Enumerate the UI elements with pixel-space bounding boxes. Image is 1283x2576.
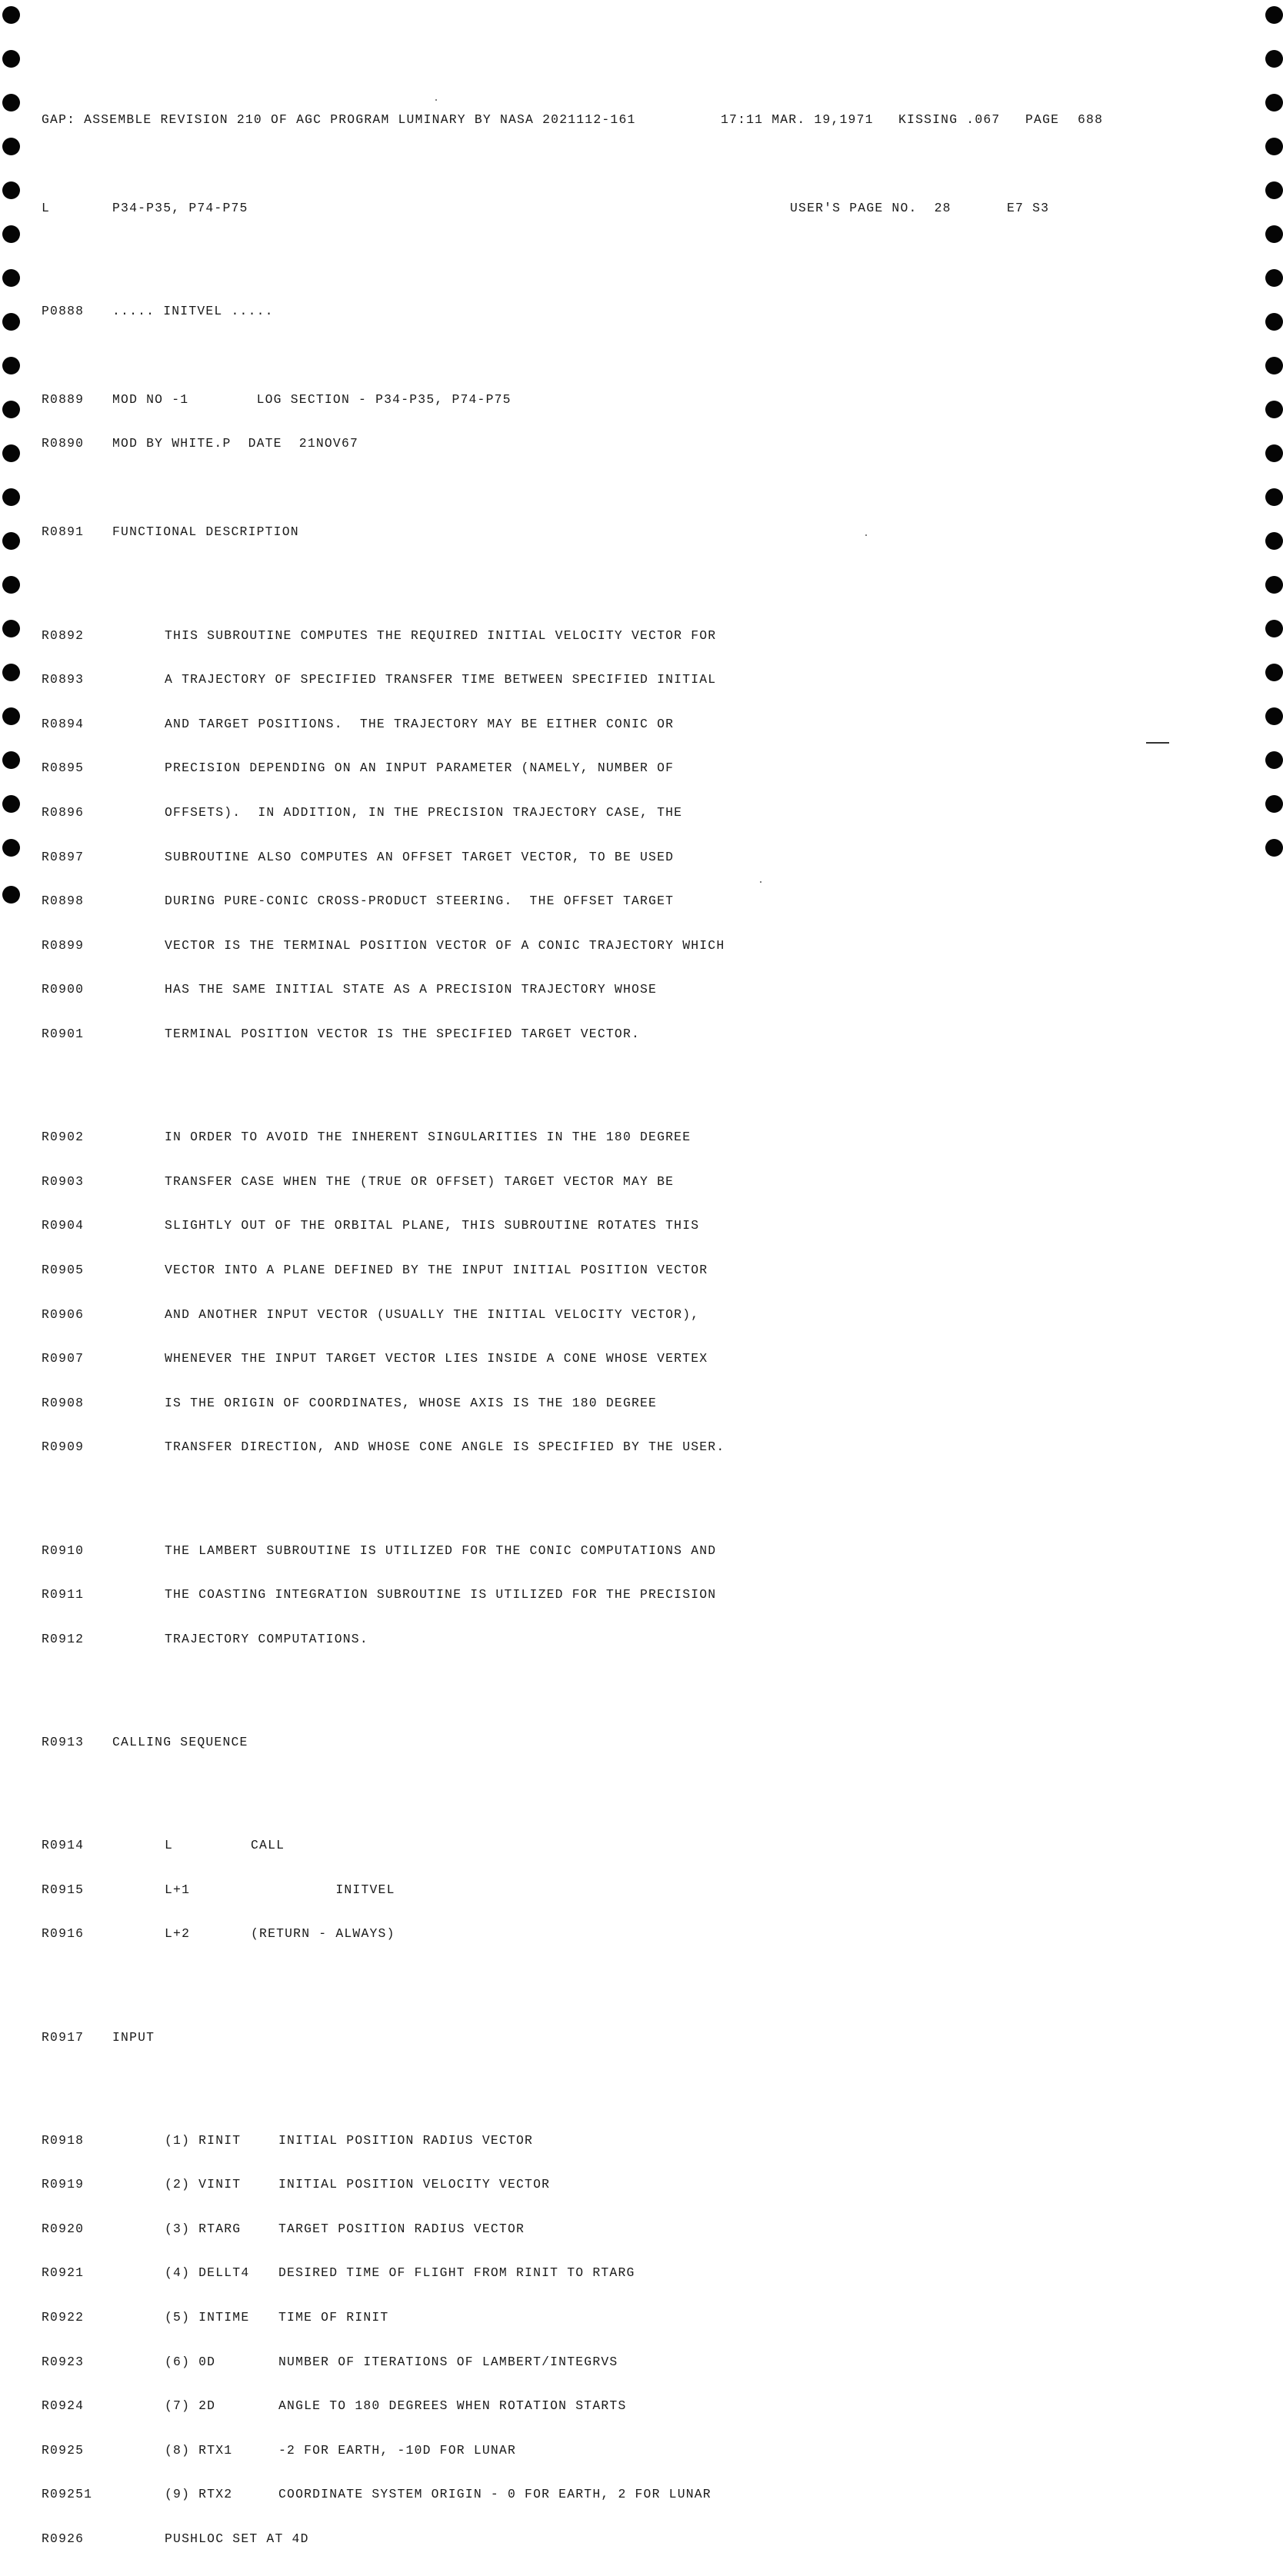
line-text: OFFSETS). IN ADDITION, IN THE PRECISION TRAJECTORY CASE, THE [165,804,683,820]
line-text: MOD BY WHITE.P DATE 21NOV67 [112,436,359,451]
line-number: R0926 [42,2531,85,2547]
line-number: R0902 [42,1130,85,1145]
input-name: (2) VINIT [165,2177,242,2192]
input-description: ANGLE TO 180 DEGREES WHEN ROTATION STARTS [278,2398,627,2414]
line-text: THIS SUBROUTINE COMPUTES THE REQUIRED INITIAL VELOCITY VECTOR FOR [165,627,717,643]
line-number: R0890 [42,436,85,451]
listing-line [42,805,1241,820]
listing-line [42,1439,1241,1454]
sprocket-hole [2,94,20,111]
sprocket-hole [2,620,20,637]
section-heading: INPUT [112,2029,155,2045]
line-number: R0909 [42,1439,85,1455]
listing-line [42,1396,1241,1410]
listing-line [42,2222,1241,2236]
listing-line [42,2133,1241,2148]
line-number: R0920 [42,2221,85,2236]
listing-line [42,2487,1241,2501]
listing-line [42,2443,1241,2458]
line-number: R0924 [42,2398,85,2414]
line-text: PUSHLOC SET AT 4D [165,2531,309,2547]
listing-line [42,1838,1241,1852]
listing-line [42,717,1241,731]
line-text: TERMINAL POSITION VECTOR IS THE SPECIFIED TARGET VECTOR. [165,1026,641,1041]
listing-line [42,304,1241,318]
line-number: R0900 [42,982,85,997]
sprocket-hole [2,313,20,331]
line-text: SUBROUTINE ALSO COMPUTES AN OFFSET TARGET VECTOR, TO BE USED [165,849,675,864]
sprocket-hole [1265,50,1283,68]
line-text: IN ORDER TO AVOID THE INHERENT SINGULARITIES IN THE 180 DEGREE [165,1130,691,1145]
listing-line [42,1351,1241,1366]
sprocket-hole [2,357,20,374]
sprocket-hole [1265,839,1283,857]
line-number: R0898 [42,894,85,909]
call-location: L+2 [165,1926,191,1942]
line-number: R0917 [42,2029,85,2045]
sprocket-hole [1265,620,1283,637]
line-number: R0913 [42,1734,85,1749]
line-number: R0906 [42,1306,85,1322]
edition-code: E7 S3 [1007,200,1050,215]
sprocket-hole [1265,181,1283,199]
line-number: R0925 [42,2442,85,2458]
call-instruction: (RETURN - ALWAYS) [251,1926,395,1942]
line-number: R0905 [42,1262,85,1277]
line-number: R0914 [42,1838,85,1853]
print-datetime: 17:11 MAR. 19,1971 [721,111,874,127]
section-title: P34-P35, P74-P75 [112,200,248,215]
line-text: ..... INITVEL ..... [112,303,274,318]
sprocket-hole [1265,707,1283,725]
sprocket-hole [2,269,20,287]
sprocket-hole [2,751,20,769]
input-description: INITIAL POSITION VELOCITY VECTOR [278,2177,551,2192]
sprocket-hole [1265,225,1283,243]
left-sprocket-holes [0,0,23,925]
listing-line [42,1263,1241,1277]
sprocket-hole [1265,751,1283,769]
line-number: R0895 [42,760,85,776]
sub-header [42,201,1241,215]
sprocket-hole [2,532,20,550]
sprocket-hole [1265,532,1283,550]
line-text: PRECISION DEPENDING ON AN INPUT PARAMETER (NAMELY, NUMBER OF [165,760,675,776]
line-text: IS THE ORIGIN OF COORDINATES, WHOSE AXIS IS THE 180 DEGREE [165,1395,658,1410]
listing-line [42,628,1241,643]
line-text: VECTOR IS THE TERMINAL POSITION VECTOR OF A CONIC TRAJECTORY WHICH [165,937,725,953]
sprocket-hole [2,401,20,418]
sprocket-hole [2,488,20,506]
users-page-number: USER'S PAGE NO. 28 [790,200,951,215]
listing-line [42,2265,1241,2280]
line-text: MOD NO -1 LOG SECTION - P34-P35, P74-P75 [112,391,512,407]
sprocket-hole [2,664,20,681]
listing-line [42,2398,1241,2413]
listing-line [42,2030,1241,2045]
call-instruction: CALL [251,1838,285,1853]
input-description: DESIRED TIME OF FLIGHT FROM RINIT TO RTARG [278,2265,635,2281]
sprocket-hole [1265,401,1283,418]
call-location: L+1 [165,1882,191,1897]
listing-line [42,2177,1241,2192]
input-name: (4) DELLT4 [165,2265,250,2281]
listing-line [42,1218,1241,1233]
listing-line [42,982,1241,997]
line-number: R0916 [42,1926,85,1942]
listing-line [42,894,1241,908]
sprocket-hole [1265,357,1283,374]
sprocket-hole [2,839,20,857]
line-number: R0904 [42,1218,85,1233]
sprocket-hole [1265,795,1283,813]
sprocket-hole [1265,313,1283,331]
line-text: DURING PURE-CONIC CROSS-PRODUCT STEERING. THE OFFSET TARGET [165,894,675,909]
line-number: R0889 [42,391,85,407]
sprocket-hole [1265,444,1283,462]
input-description: -2 FOR EARTH, -10D FOR LUNAR [278,2442,517,2458]
line-text: WHENEVER THE INPUT TARGET VECTOR LIES INSIDE A CONE WHOSE VERTEX [165,1351,708,1366]
line-text: VECTOR INTO A PLANE DEFINED BY THE INPUT INITIAL POSITION VECTOR [165,1262,708,1277]
input-description: INITIAL POSITION RADIUS VECTOR [278,2132,534,2148]
page-number: 688 [1078,111,1104,127]
input-name: (8) RTX1 [165,2442,233,2458]
line-text: TRANSFER CASE WHEN THE (TRUE OR OFFSET) TARGET VECTOR MAY BE [165,1173,675,1189]
listing-line [42,760,1241,775]
listing-line [42,392,1241,407]
call-location: L [165,1838,174,1853]
sprocket-hole [2,444,20,462]
listing-line [42,850,1241,864]
right-sprocket-holes [1254,0,1277,925]
sprocket-hole [1265,488,1283,506]
listing-line [42,1130,1241,1144]
line-number: R0912 [42,1631,85,1646]
line-number: R0896 [42,804,85,820]
sprocket-hole [1265,269,1283,287]
line-number: R09251 [42,2487,93,2502]
input-name: (1) RINIT [165,2132,242,2148]
sprocket-hole [1265,6,1283,24]
input-description: NUMBER OF ITERATIONS OF LAMBERT/INTEGRVS [278,2354,618,2369]
call-instruction: INITVEL [251,1882,395,1897]
line-text: TRANSFER DIRECTION, AND WHOSE CONE ANGLE IS SPECIFIED BY THE USER. [165,1439,725,1455]
line-number: R0903 [42,1173,85,1189]
line-number: R0899 [42,937,85,953]
line-number: R0891 [42,524,85,540]
line-text: THE COASTING INTEGRATION SUBROUTINE IS UTILIZED FOR THE PRECISION [165,1587,717,1603]
sprocket-hole [2,50,20,68]
listing-line [42,1174,1241,1189]
listing-line [42,672,1241,687]
line-number: R0921 [42,2265,85,2281]
line-number: R0910 [42,1543,85,1558]
line-text: HAS THE SAME INITIAL STATE AS A PRECISION TRAJECTORY WHOSE [165,982,658,997]
listing-line [42,1587,1241,1602]
line-text: TRAJECTORY COMPUTATIONS. [165,1631,368,1646]
sprocket-hole [2,225,20,243]
line-number: R0908 [42,1395,85,1410]
sprocket-hole [1265,138,1283,155]
listing-line [42,1926,1241,1941]
input-description: TIME OF RINIT [278,2310,389,2325]
input-name: (6) 0D [165,2354,216,2369]
line-number: R0919 [42,2177,85,2192]
sprocket-hole [2,181,20,199]
section-heading: CALLING SEQUENCE [112,1734,248,1749]
sprocket-hole [1265,94,1283,111]
input-name: (9) RTX2 [165,2487,233,2502]
sprocket-hole [2,6,20,24]
listing-line [42,1632,1241,1646]
sprocket-hole [2,795,20,813]
listing-line [42,2355,1241,2369]
line-number: R0892 [42,627,85,643]
listing-line [42,1735,1241,1749]
line-number: R0893 [42,672,85,687]
input-name: (5) INTIME [165,2310,250,2325]
listing-page [42,68,1241,2576]
line-number: P0888 [42,303,85,318]
line-text: A TRAJECTORY OF SPECIFIED TRANSFER TIME BETWEEN SPECIFIED INITIAL [165,672,717,687]
line-number: R0918 [42,2132,85,2148]
line-text: AND ANOTHER INPUT VECTOR (USUALLY THE INITIAL VELOCITY VECTOR), [165,1306,700,1322]
line-text: THE LAMBERT SUBROUTINE IS UTILIZED FOR THE CONIC COMPUTATIONS AND [165,1543,717,1558]
input-name: (3) RTARG [165,2221,242,2236]
line-number: R0907 [42,1351,85,1366]
listing-line [42,2310,1241,2325]
listing-line [42,524,1241,539]
line-number: R0922 [42,2310,85,2325]
line-number: R0915 [42,1882,85,1897]
line-text: SLIGHTLY OUT OF THE ORBITAL PLANE, THIS SUBROUTINE ROTATES THIS [165,1218,700,1233]
listing-line [42,2531,1241,2546]
line-text: AND TARGET POSITIONS. THE TRAJECTORY MAY BE EITHER CONIC OR [165,716,675,731]
sprocket-hole [2,138,20,155]
sprocket-hole [2,576,20,594]
line-number: R0923 [42,2354,85,2369]
line-number: R0897 [42,849,85,864]
sprocket-hole [1265,664,1283,681]
line-number: R0901 [42,1026,85,1041]
page-header [42,112,1241,127]
section-heading: FUNCTIONAL DESCRIPTION [112,524,299,540]
kissing-info: KISSING .067 [898,111,1001,127]
assembly-info: GAP: ASSEMBLE REVISION 210 OF AGC PROGRAM LUMINARY BY NASA 2021112-161 [42,111,636,127]
line-number: R0911 [42,1587,85,1603]
listing-line [42,1027,1241,1041]
page-label: PAGE [1025,111,1060,127]
line-tag: L [42,200,51,215]
sprocket-hole [1265,576,1283,594]
listing-line [42,1543,1241,1558]
sprocket-hole [2,886,20,904]
input-description: TARGET POSITION RADIUS VECTOR [278,2221,525,2236]
listing-line [42,1307,1241,1322]
listing-line [42,1882,1241,1897]
listing-line [42,938,1241,953]
input-name: (7) 2D [165,2398,216,2414]
input-description: COORDINATE SYSTEM ORIGIN - 0 FOR EARTH, 2 FOR LUNAR [278,2487,711,2502]
line-number: R0894 [42,716,85,731]
listing-line [42,436,1241,451]
sprocket-hole [2,707,20,725]
